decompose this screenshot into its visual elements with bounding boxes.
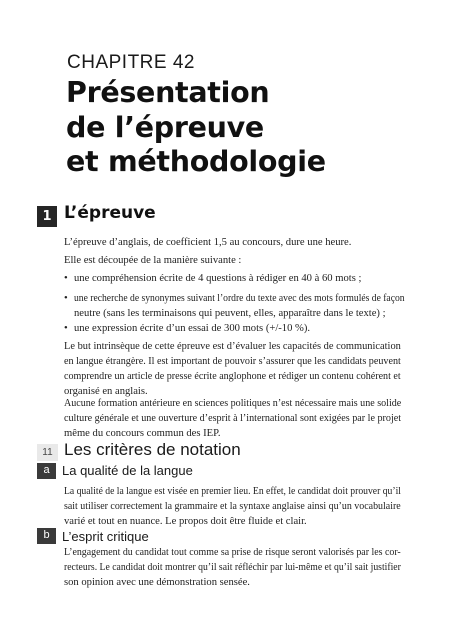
chapter-label: CHAPITRE 42	[67, 52, 195, 73]
section-number-badge: 11	[37, 444, 58, 461]
paragraph	[64, 484, 401, 529]
list-item	[64, 291, 404, 321]
chapter-title-line: et méthodologie	[66, 145, 326, 178]
subsection-letter-badge: b	[37, 528, 56, 544]
text-line: varié et tout en nuance. Le propos doit être fluide et clair.	[64, 516, 307, 527]
paragraph	[64, 396, 401, 441]
text-line: L’épreuve d’anglais, de coefficient 1,5 au concours, dure une heure.	[64, 237, 352, 248]
bullet-icon: •	[64, 273, 68, 284]
text-line: Le but intrinsèque de cette épreuve est d’évaluer les capacités de communication	[64, 341, 401, 352]
list-item-text: une expression écrite d’un essai de 300 mots (+/-10 %).	[74, 323, 311, 334]
chapter-title-line: Présentation	[66, 76, 270, 109]
list-item-text: une recherche de synonymes suivant l’ordre du texte avec des mots formulés de façon	[74, 293, 405, 304]
text-line: son opinion avec une démonstration sensée.	[64, 577, 250, 588]
subsection-title: La qualité de la langue	[62, 463, 193, 478]
text-line: Aucune formation antérieure en sciences politiques n’est nécessaire mais une solide	[64, 398, 402, 409]
intro-paragraph	[64, 235, 401, 250]
subsection-letter-badge: a	[37, 463, 56, 479]
paragraph	[64, 339, 401, 399]
lead-paragraph	[64, 253, 401, 268]
text-line: L’engagement du candidat tout comme sa prise de risque seront valorisés par les cor-	[64, 547, 401, 558]
text-line: Elle est découpée de la manière suivante :	[64, 255, 242, 266]
section-title: Les critères de notation	[64, 440, 241, 459]
list-item-text: une compréhension écrite de 4 questions à rédiger en 40 à 60 mots ;	[74, 273, 362, 284]
text-line: sait utiliser correctement la grammaire et la syntaxe anglaise ainsi qu’un vocabulaire	[64, 501, 401, 512]
paragraph	[64, 545, 401, 590]
chapter-title	[66, 76, 326, 180]
chapter-title-line: de l’épreuve	[66, 110, 264, 144]
text-line: organisé en anglais.	[64, 386, 148, 397]
bullet-icon: •	[64, 323, 68, 334]
text-line: en langue étrangère. Il est important de pouvoir s’assurer que les candidats peuvent	[64, 356, 401, 367]
bullet-icon: •	[64, 293, 68, 304]
subsection-title: L’esprit critique	[62, 529, 149, 544]
section-number-badge: 1	[37, 206, 57, 227]
text-line: même du concours commun des IEP.	[64, 428, 221, 439]
text-line: culture générale et une ouverture d’esprit à l’international sont exigées par le projet	[64, 413, 402, 424]
text-line: comprendre un article de presse écrite anglophone et rédiger un contenu cohérent et	[64, 371, 401, 382]
text-line: recteurs. Le candidat doit montrer qu’il sait réfléchir par lui-même et qu’il sait justifier	[64, 562, 401, 573]
text-line: La qualité de la langue est visée en premier lieu. En effet, le candidat doit prouver qu’il	[64, 486, 401, 497]
section-title: L’épreuve	[64, 203, 156, 223]
list-item-text: neutre (sans les terminaisons qui peuvent, elles, apparaître dans le texte) ;	[74, 308, 386, 319]
